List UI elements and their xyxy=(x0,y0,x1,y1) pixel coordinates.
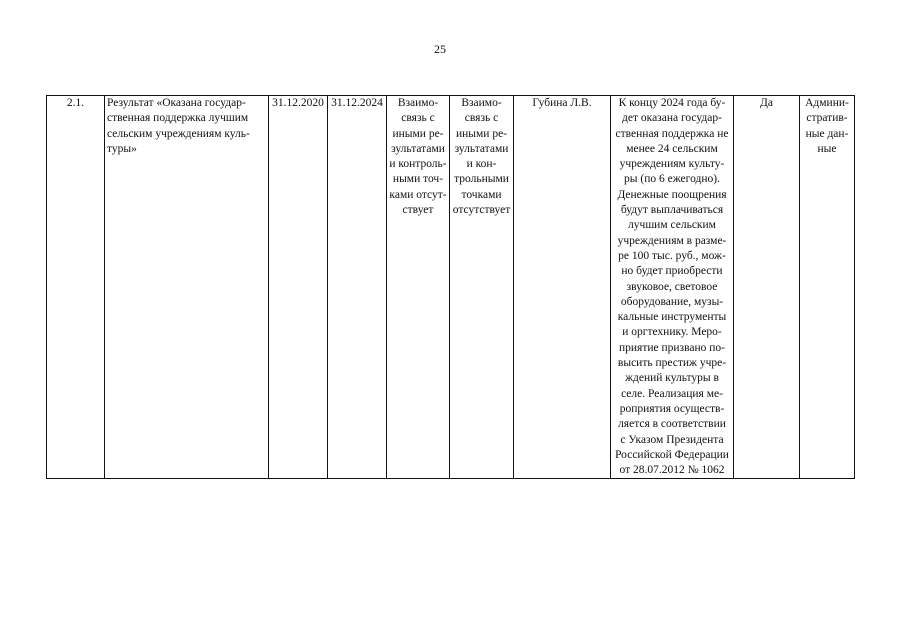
description-line: менее 24 сельским xyxy=(626,142,718,155)
end-date: 31.12.2024 xyxy=(331,97,383,109)
relation-results-cell xyxy=(387,96,450,479)
description-line: лучшим сельским xyxy=(628,219,716,232)
description-line: ры (по 6 ежегодно). xyxy=(624,173,720,186)
description-line: кальные инструменты xyxy=(617,311,727,324)
relation-checkpoints-line: зультатами xyxy=(454,142,509,155)
description-line: учреждениям в разме- xyxy=(617,234,727,247)
description-line: К концу 2024 года бу- xyxy=(618,97,726,109)
responsible-cell xyxy=(514,96,611,479)
end-date-cell xyxy=(328,96,387,479)
description-line: ре 100 тыс. руб., мож- xyxy=(618,249,726,262)
description-line: дет оказана государ- xyxy=(622,112,722,125)
start-date: 31.12.2020 xyxy=(272,97,324,109)
description-line: учреждениям культу- xyxy=(619,158,725,171)
key-flag-cell xyxy=(734,96,800,479)
relation-results-line: зультатами xyxy=(391,142,445,155)
row-number: 2.1. xyxy=(66,97,85,109)
relation-results-line: и контроль- xyxy=(389,158,447,171)
key-flag: Да xyxy=(760,97,773,109)
description-line: ляется в соответствии xyxy=(618,418,726,431)
description-line: ждений культуры в xyxy=(625,372,719,385)
description-line: Денежные поощрения xyxy=(617,188,727,201)
result-name-cell xyxy=(105,96,269,479)
relation-checkpoints-line: связь с xyxy=(464,112,499,125)
relation-checkpoints-cell xyxy=(450,96,514,479)
result-name-line: сельским учреждениям куль- xyxy=(107,127,250,140)
relation-results-line: ками отсут- xyxy=(389,188,447,201)
description-line: но будет приобрести xyxy=(621,265,723,278)
source-line: ные xyxy=(817,142,837,155)
result-name-line: Результат «Оказана государ- xyxy=(107,97,246,109)
description-line: с Указом Президента xyxy=(620,433,724,446)
table-row xyxy=(47,96,855,479)
relation-results-line: иными ре- xyxy=(392,127,444,140)
description-line: Российской Федерации xyxy=(615,448,729,461)
row-number-cell xyxy=(47,96,105,479)
responsible-person: Губина Л.В. xyxy=(532,97,592,109)
relation-results-line: ствует xyxy=(402,204,434,217)
results-table xyxy=(46,95,855,479)
relation-checkpoints-line: Взаимо- xyxy=(461,97,502,109)
relation-checkpoints-line: иными ре- xyxy=(455,127,508,140)
source-line: стратив- xyxy=(806,112,848,125)
relation-checkpoints-line: отсутствует xyxy=(452,204,511,217)
description-line: оборудование, музы- xyxy=(620,295,724,308)
description-line: роприятия осуществ- xyxy=(619,402,725,415)
relation-results-line: связь с xyxy=(401,112,435,125)
description-line: высить престиж учре- xyxy=(617,357,727,370)
description-line: звуковое, световое xyxy=(626,280,718,293)
source-line: Админи- xyxy=(805,97,849,109)
relation-checkpoints-line: и кон- xyxy=(466,158,497,171)
source-cell xyxy=(800,96,855,479)
description-line: ственная поддержка не xyxy=(615,127,729,140)
relation-checkpoints-line: точками xyxy=(461,188,502,201)
result-name-line: ственная поддержка лучшим xyxy=(107,112,249,125)
relation-checkpoints-line: трольными xyxy=(454,173,509,186)
description-cell xyxy=(611,96,734,479)
relation-results-line: Взаимо- xyxy=(397,97,439,109)
description-line: от 28.07.2012 № 1062 xyxy=(619,464,725,477)
description-line: и оргтехнику. Меро- xyxy=(622,326,722,339)
result-name-line: туры» xyxy=(107,142,137,155)
description-line: будут выплачиваться xyxy=(620,204,724,217)
page-number: 25 xyxy=(434,42,446,56)
source-line: ные дан- xyxy=(805,127,849,140)
start-date-cell xyxy=(269,96,328,479)
relation-results-line: ными точ- xyxy=(392,173,444,186)
description-line: селе. Реализация ме- xyxy=(621,387,723,400)
description-line: приятие призвано по- xyxy=(618,341,725,354)
